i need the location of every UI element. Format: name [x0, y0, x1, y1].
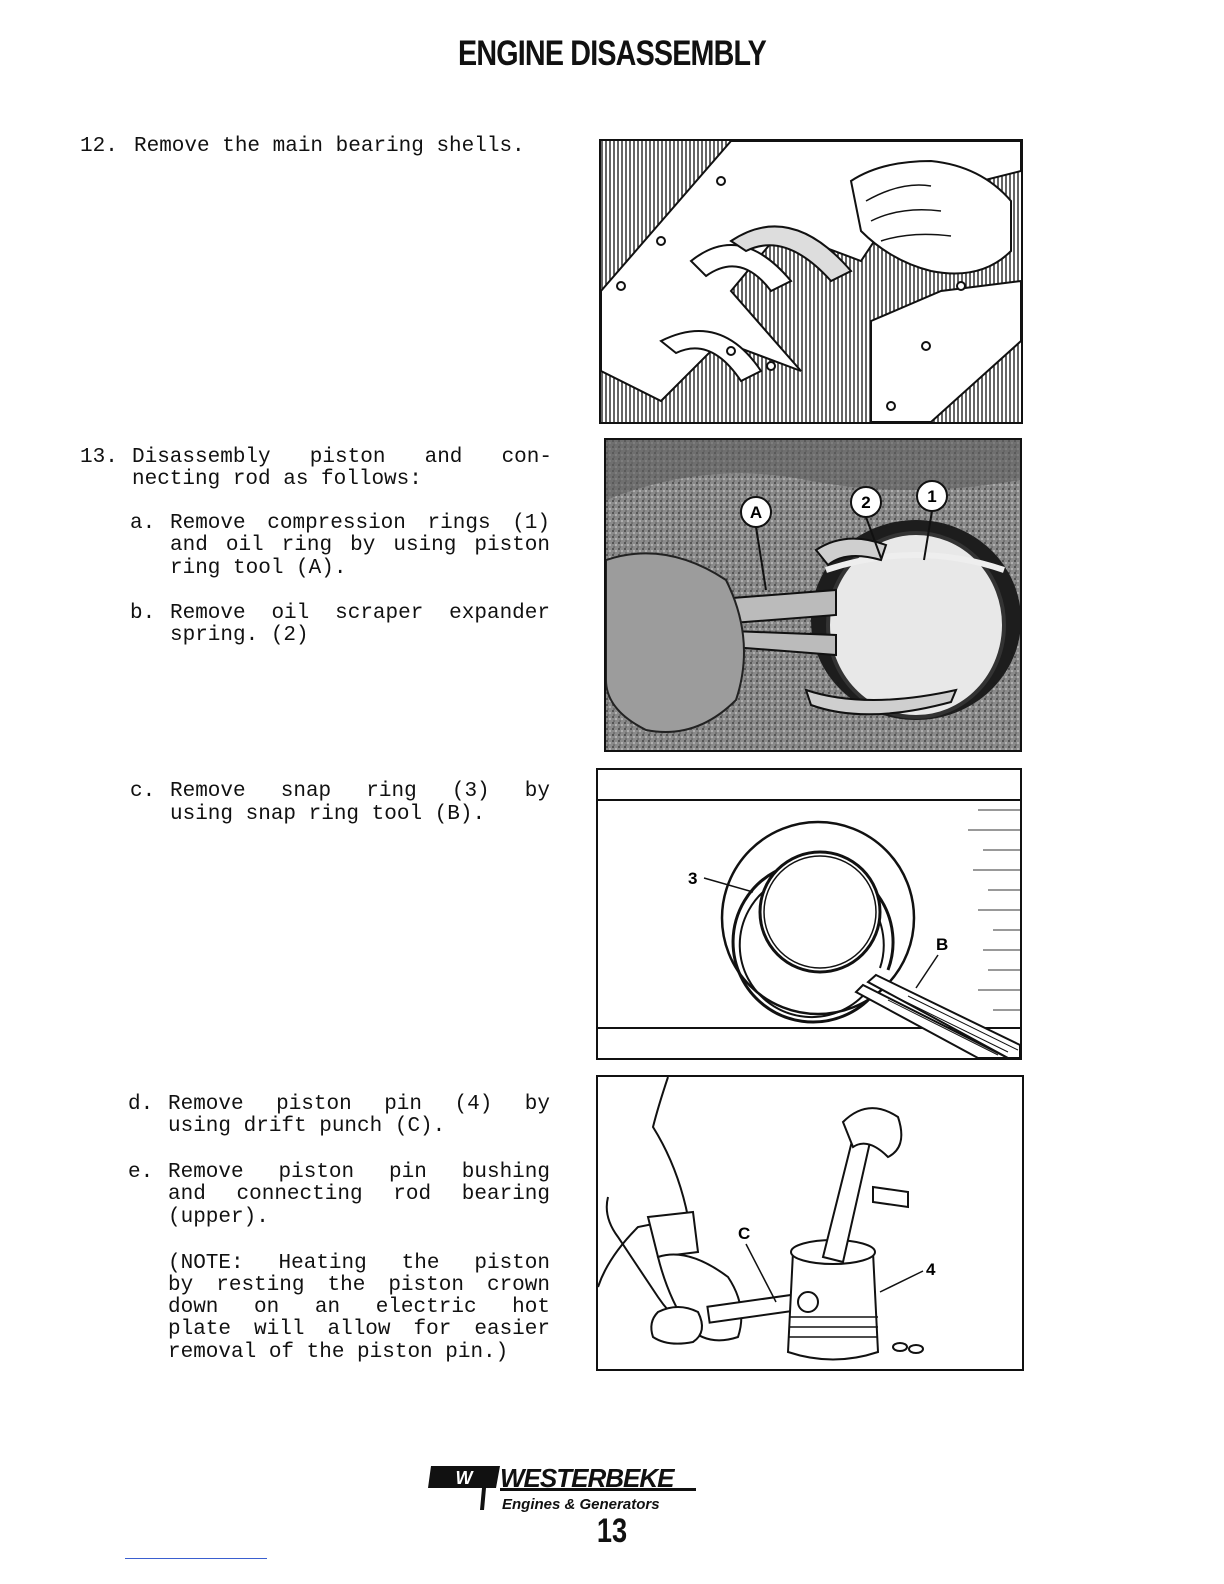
step-b-line-2: spring. (2) — [170, 624, 309, 647]
step-13-number: 13. — [80, 446, 118, 469]
step-e-line-2: and connecting rod bearing — [168, 1183, 550, 1206]
step-e-line-1: Remove piston pin bushing — [168, 1161, 550, 1184]
step-c-line-2: using snap ring tool (B). — [170, 803, 486, 826]
figure-main-bearing-shells — [599, 139, 1023, 424]
note-line-4: plate will allow for easier — [168, 1318, 550, 1341]
note-line-1: (NOTE: Heating the piston — [168, 1252, 550, 1275]
step-a-line-2: and oil ring by using piston — [170, 534, 550, 557]
step-b-line-1: Remove oil scraper expander — [170, 602, 550, 625]
page-title: ENGINE DISASSEMBLY — [458, 34, 766, 73]
label-1: 1 — [927, 487, 937, 506]
brand-name: WESTERBEKE — [500, 1463, 674, 1493]
label-a: A — [749, 503, 763, 522]
figure-piston-pin — [596, 1075, 1024, 1371]
figure-snap-ring — [596, 768, 1022, 1060]
label-2: 2 — [861, 493, 871, 512]
step-e-letter: e. — [128, 1161, 154, 1184]
step-b-letter: b. — [130, 602, 156, 625]
step-a-line-1: Remove compression rings (1) — [170, 512, 550, 535]
brand-tagline: Engines & Generators — [502, 1496, 660, 1513]
label-3: 3 — [688, 869, 698, 888]
step-d-letter: d. — [128, 1093, 154, 1116]
step-13-line-2: necting rod as follows: — [132, 468, 422, 491]
figure-piston-ring-tool — [604, 438, 1022, 752]
note-line-3: down on an electric hot — [168, 1296, 550, 1319]
logo-mark: W — [455, 1468, 473, 1488]
step-d-line-2: using drift punch (C). — [168, 1115, 446, 1138]
footer-rule — [125, 1558, 267, 1559]
label-4: 4 — [926, 1260, 936, 1279]
note-line-5: removal of the piston pin.) — [168, 1341, 509, 1364]
label-c: C — [738, 1224, 751, 1243]
label-b: B — [936, 935, 949, 954]
step-12-text: Remove the main bearing shells. — [134, 135, 525, 158]
step-a-line-3: ring tool (A). — [170, 557, 347, 580]
step-13-line-1: Disassembly piston and con- — [132, 446, 552, 469]
step-c-letter: c. — [130, 780, 156, 803]
step-d-line-1: Remove piston pin (4) by — [168, 1093, 550, 1116]
step-c-line-1: Remove snap ring (3) by — [170, 780, 550, 803]
page-number: 13 — [596, 1512, 628, 1550]
step-12-number: 12. — [80, 135, 118, 158]
step-e-line-3: (upper). — [168, 1206, 269, 1229]
note-line-2: by resting the piston crown — [168, 1274, 550, 1297]
step-a-letter: a. — [130, 512, 156, 535]
